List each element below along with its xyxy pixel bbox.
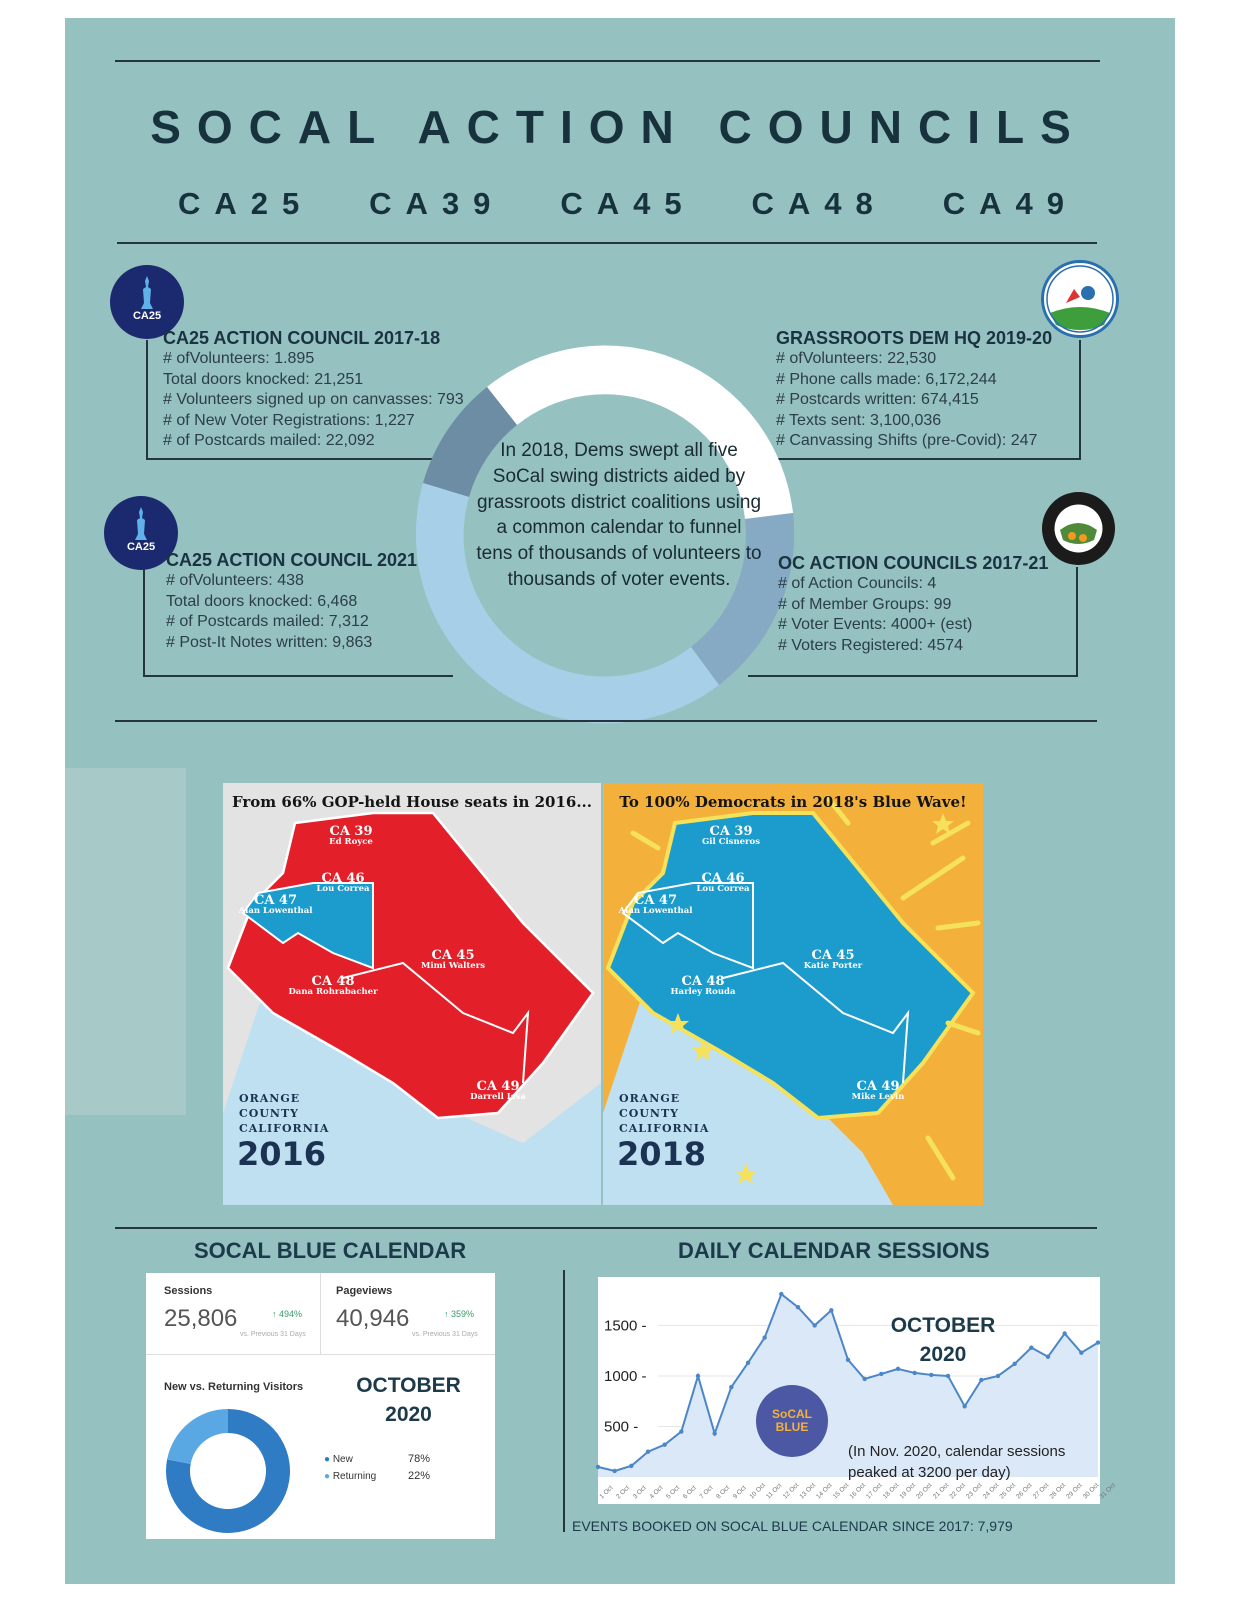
daily-note: (In Nov. 2020, calendar sessions peaked at 3200 per day) <box>848 1443 1066 1481</box>
x-tick-label: 5 Oct <box>665 1484 682 1501</box>
x-tick-label: 14 Oct <box>815 1481 834 1501</box>
ca25-2021-heading: CA25 ACTION COUNCIL 2021 <box>166 550 418 570</box>
map-2016-caption: ORANGE COUNTY CALIFORNIA <box>239 1092 330 1135</box>
stat-line: # Postcards written: 674,415 <box>776 391 979 409</box>
daily-chart-card <box>598 1277 1117 1504</box>
sessions-compare: vs. Previous 31 Days <box>240 1331 306 1338</box>
x-tick-label: 22 Oct <box>948 1481 967 1501</box>
pageviews-compare: vs. Previous 31 Days <box>412 1331 478 1338</box>
x-tick-label: 23 Oct <box>965 1481 984 1501</box>
x-tick-label: 12 Oct <box>781 1481 801 1501</box>
data-point <box>879 1372 883 1376</box>
stat-line: # of Postcards mailed: 22,092 <box>163 432 375 450</box>
stat-line: # of New Voter Registrations: 1,227 <box>163 411 415 429</box>
data-point <box>862 1377 866 1381</box>
data-point <box>1096 1340 1100 1344</box>
x-tick-label: 25 Oct <box>998 1481 1017 1501</box>
data-point <box>1046 1355 1050 1359</box>
daily-heading: DAILY CALENDAR SESSIONS <box>678 1238 990 1263</box>
data-point <box>846 1358 850 1362</box>
stat-line: # Texts sent: 3,100,036 <box>776 411 942 429</box>
data-point <box>1062 1331 1066 1335</box>
top-divider <box>115 60 1100 62</box>
district-ca39: CA39 <box>369 186 505 221</box>
ca25-logo-label: CA25 <box>126 541 156 553</box>
header-divider <box>117 242 1097 244</box>
pageviews-label: Pageviews <box>336 1285 393 1297</box>
x-tick-label: 17 Oct <box>865 1481 884 1501</box>
stat-line: # of Member Groups: 99 <box>778 595 952 613</box>
y-tick-label: 1500 - <box>604 1317 647 1335</box>
x-tick-label: 13 Oct <box>798 1481 817 1501</box>
x-tick-label: 8 Oct <box>715 1484 732 1501</box>
ca25-logo-label: CA25 <box>132 310 162 322</box>
grassroots-heading: GRASSROOTS DEM HQ 2019-20 <box>776 328 1053 348</box>
data-point <box>979 1378 983 1382</box>
map-2016-label-ca45: CA 45 Mimi Walters <box>421 948 485 971</box>
x-tick-label: 7 Oct <box>698 1484 715 1501</box>
data-point <box>696 1374 700 1378</box>
map-2016-label-ca46: CA 46 Lou Correa <box>316 871 370 894</box>
bottom-vertical-divider <box>563 1270 565 1532</box>
data-point <box>1029 1345 1033 1349</box>
sessions-label: Sessions <box>164 1285 213 1297</box>
center-summary-text: In 2018, Dems swept all five SoCal swing districts aided by grassroots district coalitions using a common calendar to funnel tens of thousands of volunteers to thousands of voter events. <box>476 440 762 590</box>
map-2016-label-ca47: CA 47 Alan Lowenthal <box>238 893 313 916</box>
calendar-heading: SOCAL BLUE CALENDAR <box>194 1238 467 1263</box>
data-point <box>1079 1351 1083 1355</box>
x-tick-label: 4 Oct <box>648 1484 665 1501</box>
stat-line: # Post-It Notes written: 9,863 <box>166 633 373 651</box>
x-tick-label: 19 Oct <box>898 1481 917 1501</box>
x-tick-label: 30 Oct <box>1081 1481 1101 1501</box>
map-2016-label-ca39: CA 39 Ed Royce <box>329 824 373 847</box>
visitors-period: OCTOBER 2020 <box>356 1374 461 1426</box>
map-2018-label-ca49: CA 49 Mike Levin <box>851 1079 905 1102</box>
district-ca45: CA45 <box>560 186 696 221</box>
ca25-2017-heading: CA25 ACTION COUNCIL 2017-18 <box>163 328 441 348</box>
data-point <box>646 1450 650 1454</box>
pageviews-change: ↑ 359% <box>444 1309 475 1319</box>
stat-line: # of Postcards mailed: 7,312 <box>166 613 369 631</box>
oc-heading: OC ACTION COUNCILS 2017-21 <box>778 553 1049 573</box>
x-tick-label: 18 Oct <box>881 1481 901 1501</box>
x-tick-label: 20 Oct <box>915 1481 934 1501</box>
grassroots-stats <box>776 328 1052 452</box>
data-point <box>912 1371 916 1375</box>
map-2018-label-ca39: CA 39 Gil Cisneros <box>702 824 760 847</box>
x-tick-label: 27 Oct <box>1031 1481 1051 1501</box>
district-ca25: CA25 <box>178 186 314 221</box>
visitors-title: New vs. Returning Visitors <box>164 1381 304 1393</box>
data-point <box>629 1464 633 1468</box>
x-tick-label: 2 Oct <box>615 1484 632 1501</box>
data-point <box>746 1361 750 1365</box>
map-2016-year: 2016 <box>237 1135 327 1173</box>
map-2018-year: 2018 <box>617 1135 707 1173</box>
district-list <box>178 186 1078 222</box>
oc-stats <box>778 553 1048 656</box>
grassroots-seal-icon <box>1041 260 1119 338</box>
x-tick-label: 31 Oct <box>1098 1481 1117 1501</box>
x-tick-label: 10 Oct <box>748 1481 767 1501</box>
x-tick-label: 1 Oct <box>598 1484 615 1501</box>
visitors-legend <box>324 1451 376 1485</box>
map-2016-heading: From 66% GOP-held House seats in 2016... <box>232 793 592 811</box>
x-tick-label: 21 Oct <box>931 1481 951 1501</box>
data-point <box>829 1308 833 1312</box>
sessions-change: ↑ 494% <box>272 1309 303 1319</box>
stat-line: # Canvassing Shifts (pre-Covid): 247 <box>776 432 1038 450</box>
y-tick-label: 500 - <box>604 1418 639 1436</box>
legend-returning-pct: 22% <box>408 1470 431 1482</box>
data-point <box>596 1465 600 1469</box>
map-2018-caption: ORANGE COUNTY CALIFORNIA <box>619 1092 710 1135</box>
stat-line: # ofVolunteers: 438 <box>166 572 304 589</box>
mid-divider <box>115 720 1097 722</box>
data-point <box>662 1442 666 1446</box>
stat-line: # Voter Events: 4000+ (est) <box>778 616 973 634</box>
bottom-divider <box>115 1227 1097 1229</box>
socal-blue-logo-text: SoCAL BLUE <box>772 1407 812 1434</box>
map-2018-label-ca45: CA 45 Katie Porter <box>803 948 863 971</box>
map-2018-label-ca47: CA 47 Alan Lowenthal <box>618 893 693 916</box>
map-2018-heading: To 100% Democrats in 2018's Blue Wave! <box>619 793 967 811</box>
data-point <box>612 1469 616 1473</box>
map-2018 <box>603 783 983 1205</box>
data-point <box>812 1323 816 1327</box>
x-tick-label: 16 Oct <box>848 1481 867 1501</box>
donut-slice-returning <box>167 1409 228 1464</box>
stat-line: Total doors knocked: 6,468 <box>166 592 358 610</box>
y-tick-label: 1000 - <box>604 1367 647 1385</box>
stat-line: # Voters Registered: 4574 <box>778 636 964 654</box>
data-point <box>962 1404 966 1408</box>
data-point <box>729 1385 733 1389</box>
stat-line: # Volunteers signed up on canvasses: 793 <box>163 391 464 409</box>
x-tick-label: 11 Oct <box>765 1482 784 1501</box>
x-tick-label: 9 Oct <box>731 1484 748 1501</box>
district-ca49: CA49 <box>942 186 1078 221</box>
daily-period: OCTOBER 2020 <box>890 1314 996 1366</box>
page-title: SOCAL ACTION COUNCILS <box>150 101 1087 153</box>
x-tick-label: 3 Oct <box>631 1484 648 1501</box>
map-2018-label-ca48: CA 48 Harley Rouda <box>670 974 736 997</box>
legend-returning: ● Returning <box>324 1471 377 1482</box>
visitors-donut <box>160 1403 296 1539</box>
map-2016-label-ca49: CA 49 Darrell Issa <box>470 1079 526 1102</box>
stat-line: # of Action Councils: 4 <box>778 575 937 592</box>
x-tick-label: 28 Oct <box>1048 1481 1067 1501</box>
stat-line: # Phone calls made: 6,172,244 <box>776 370 997 388</box>
data-point <box>679 1429 683 1433</box>
x-tick-label: 29 Oct <box>1065 1481 1084 1501</box>
calendar-stats-card <box>146 1273 495 1539</box>
legend-new: ● New <box>324 1454 353 1465</box>
district-ca48: CA48 <box>751 186 887 221</box>
data-point <box>712 1431 716 1435</box>
x-tick-label: 24 Oct <box>981 1481 1001 1501</box>
data-point <box>762 1335 766 1339</box>
sessions-value: 25,806 <box>164 1305 238 1332</box>
map-2016-label-ca48: CA 48 Dana Rohrabacher <box>288 974 378 997</box>
data-point <box>779 1292 783 1296</box>
x-tick-label: 15 Oct <box>831 1481 851 1501</box>
pageviews-value: 40,946 <box>336 1305 410 1332</box>
data-point <box>796 1305 800 1309</box>
visitors-legend-pct <box>408 1451 430 1485</box>
map-2016 <box>223 783 601 1205</box>
x-tick-label: 6 Oct <box>681 1484 698 1501</box>
data-point <box>996 1374 1000 1378</box>
data-point <box>946 1374 950 1378</box>
ca25-2021-stats <box>166 550 417 653</box>
side-swatch <box>65 768 186 1115</box>
ca25-2017-stats <box>163 328 464 452</box>
stat-line: Total doors knocked: 21,251 <box>163 370 364 388</box>
metrics-separator <box>320 1273 321 1355</box>
orange-county-seal-icon <box>1042 492 1115 565</box>
map-2018-label-ca46: CA 46 Lou Correa <box>696 871 750 894</box>
stat-line: # ofVolunteers: 1.895 <box>163 350 315 367</box>
data-point <box>929 1373 933 1377</box>
socal-blue-logo <box>756 1385 828 1457</box>
stat-line: # ofVolunteers: 22,530 <box>776 350 937 367</box>
x-tick-label: 26 Oct <box>1015 1481 1034 1501</box>
legend-new-pct: 78% <box>408 1453 431 1465</box>
events-booked-footer: EVENTS BOOKED ON SOCAL BLUE CALENDAR SINCE 2017: 7,979 <box>572 1518 1013 1534</box>
